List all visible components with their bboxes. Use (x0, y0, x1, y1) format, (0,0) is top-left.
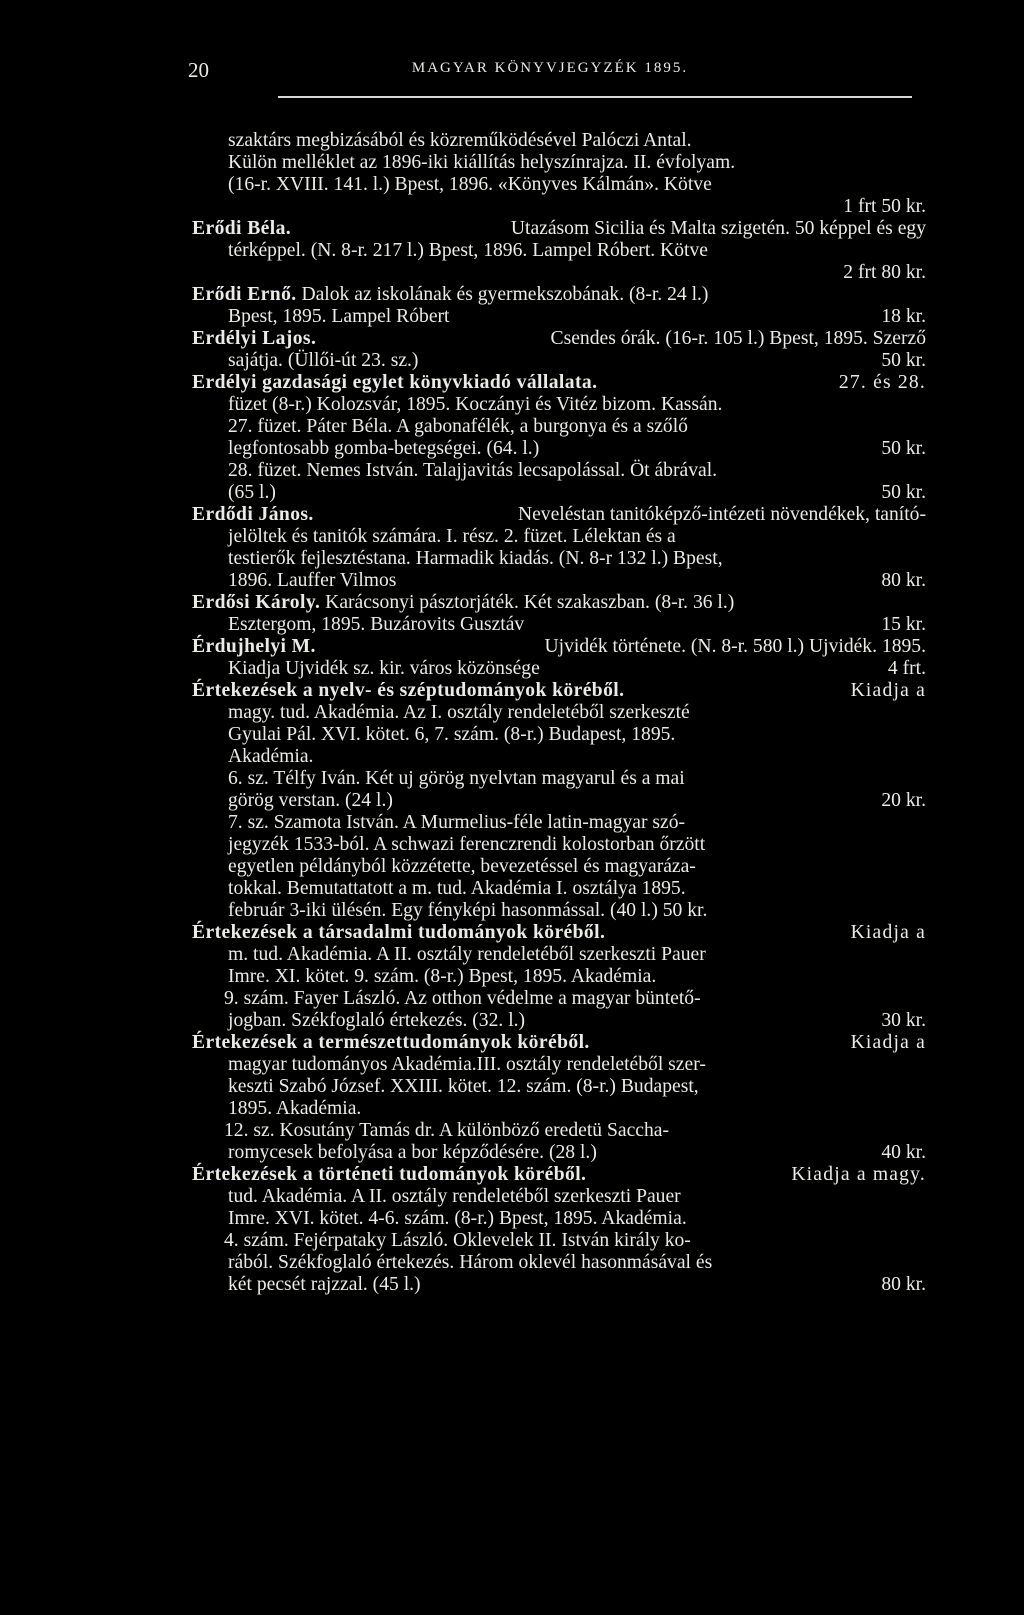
catalog-line (192, 196, 926, 218)
entry-text: 12. sz. Kosutány Tamás dr. A különböző eredetü Saccha- (224, 1120, 670, 1141)
catalog-line (192, 658, 926, 680)
catalog-line (192, 1142, 926, 1164)
catalog-line (192, 1076, 926, 1098)
entry-text: füzet (8-r.) Kolozsvár, 1895. Koczányi és Vitéz bizom. Kassán. (228, 394, 723, 415)
entry-text: Külön melléklet az 1896-iki kiállítás helyszínrajza. II. évfolyam. (228, 152, 736, 173)
catalog-entries (192, 130, 926, 1296)
page-number: 20 (188, 58, 209, 82)
catalog-line (192, 790, 926, 812)
entry-text: magyar tudományos Akadémia.III. osztály rendeletéből szer- (228, 1054, 706, 1075)
catalog-line (192, 240, 926, 262)
entry-author: Érdujhelyi M. (192, 636, 316, 657)
entry-text: romycesek befolyása a bor képződésére. (28 l.) (228, 1142, 597, 1163)
entry-author: Erődi Ernő. (192, 284, 297, 305)
entry-price: 4 frt. (887, 658, 926, 679)
catalog-line (192, 218, 926, 240)
catalog-line (192, 680, 926, 702)
entry-price: 2 frt 80 kr. (843, 262, 926, 283)
entry-text: Gyulai Pál. XVI. kötet. 6, 7. szám. (8-r.) Budapest, 1895. (228, 724, 676, 745)
entry-text: tud. Akadémia. A II. osztály rendeletéből szerkeszti Pauer (228, 1186, 681, 1207)
catalog-line (192, 394, 926, 416)
catalog-line (192, 1054, 926, 1076)
entry-text: legfontosabb gomba-betegségei. (64. l.) (228, 438, 540, 459)
entry-author: Erdélyi Lajos. (192, 328, 317, 349)
catalog-line (192, 768, 926, 790)
catalog-line (192, 1208, 926, 1230)
entry-author: Erődi Béla. (192, 218, 292, 239)
entry-author: Értekezések a természettudományok köréből. (192, 1032, 590, 1053)
catalog-line (192, 944, 926, 966)
catalog-line (192, 1120, 926, 1142)
catalog-line (192, 460, 926, 482)
entry-text: 27. füzet. Páter Béla. A gabonafélék, a burgonya és a szőlő (228, 416, 688, 437)
entry-text: keszti Szabó József. XXIII. kötet. 12. szám. (8-r.) Budapest, (228, 1076, 699, 1097)
entry-text: sajátja. (Üllői-út 23. sz.) (228, 350, 419, 371)
entry-text: Imre. XVI. kötet. 4-6. szám. (8-r.) Bpest, 1895. Akadémia. (228, 1208, 687, 1229)
catalog-line (192, 966, 926, 988)
entry-text: Ujvidék története. (N. 8-r. 580 l.) Ujvidék. 1895. (544, 636, 926, 657)
catalog-line (192, 900, 926, 922)
entry-text: 1896. Lauffer Vilmos (228, 570, 397, 591)
entry-text: 27. és 28. (838, 372, 926, 393)
entry-price: 20 kr. (881, 790, 926, 811)
catalog-line (192, 306, 926, 328)
header-rule (278, 96, 912, 98)
entry-text: Kiadja a (850, 922, 926, 943)
entry-text: jelöltek és tanitók számára. I. rész. 2. füzet. Lélektan és a (228, 526, 676, 547)
catalog-line (192, 174, 926, 196)
entry-text: testierők fejlesztéstana. Harmadik kiadás. (N. 8-r 132 l.) Bpest, (228, 548, 723, 569)
entry-price: 40 kr. (881, 1142, 926, 1163)
catalog-line (192, 504, 926, 526)
entry-text: magy. tud. Akadémia. Az I. osztály rendeletéből szerkeszté (228, 702, 690, 723)
catalog-line (192, 372, 926, 394)
entry-text: Kiadja a (850, 1032, 926, 1053)
catalog-line (192, 1032, 926, 1054)
entry-text: jegyzék 1533-ból. A schwazi ferenczrendi kolostorban őrzött (228, 834, 706, 855)
entry-text: jogban. Székfoglaló értekezés. (32. l.) (228, 1010, 526, 1031)
catalog-line (192, 724, 926, 746)
catalog-line (192, 1230, 926, 1252)
entry-text: egyetlen példányból közzétette, bevezetéssel és magyaráza- (228, 856, 696, 877)
entry-text: 28. füzet. Nemes István. Talajjavitás lecsapolással. Öt ábrával. (228, 460, 718, 481)
entry-text: Dalok az iskolának és gyermekszobának. (8-r. 24 l.) (296, 284, 709, 305)
entry-price: 30 kr. (881, 1010, 926, 1031)
entry-price: 50 kr. (881, 350, 926, 371)
entry-text: Kiadja a magy. (791, 1164, 926, 1185)
entry-text: Neveléstan tanitóképző-intézeti növendékek, tanító- (517, 504, 926, 525)
catalog-line (192, 526, 926, 548)
entry-text: 9. szám. Fayer László. Az otthon védelme a magyar büntető- (224, 988, 701, 1009)
catalog-line (192, 1010, 926, 1032)
catalog-line (192, 878, 926, 900)
entry-author: Erdődi János. (192, 504, 314, 525)
entry-text: Akadémia. (228, 746, 314, 767)
entry-price: 15 kr. (881, 614, 926, 635)
entry-author: Erdélyi gazdasági egylet könyvkiadó vállalata. (192, 372, 598, 393)
catalog-line (192, 130, 926, 152)
entry-author: Értekezések a társadalmi tudományok köréből. (192, 922, 606, 943)
entry-text: 7. sz. Szamota István. A Murmelius-féle latin-magyar szó- (228, 812, 686, 833)
page-header (188, 58, 912, 98)
catalog-line (192, 1186, 926, 1208)
entry-text: Karácsonyi pásztorjáték. Két szakaszban. (8-r. 36 l.) (320, 592, 735, 613)
entry-text: tokkal. Bemutattatott a m. tud. Akadémia I. osztálya 1895. (228, 878, 686, 899)
entry-price: 80 kr. (881, 1274, 926, 1295)
catalog-line (192, 1098, 926, 1120)
catalog-line (192, 834, 926, 856)
entry-text: (16-r. XVIII. 141. l.) Bpest, 1896. «Könyves Kálmán». Kötve (228, 174, 712, 195)
catalog-line (192, 328, 926, 350)
entry-text: két pecsét rajzzal. (45 l.) (228, 1274, 421, 1295)
catalog-line (192, 702, 926, 724)
entry-text: szaktárs megbizásából és közreműködésével Palóczi Antal. (228, 130, 692, 151)
entry-text: Kiadja a (850, 680, 926, 701)
catalog-line (192, 812, 926, 834)
entry-price: 50 kr. (881, 438, 926, 459)
entry-author: Erdősi Károly. (192, 592, 321, 613)
entry-author: Értekezések a történeti tudományok köréből. (192, 1164, 587, 1185)
entry-text: térképpel. (N. 8-r. 217 l.) Bpest, 1896. Lampel Róbert. Kötve (228, 240, 708, 261)
catalog-line (192, 636, 926, 658)
catalog-line (192, 570, 926, 592)
entry-text: 6. sz. Télfy Iván. Két uj görög nyelvtan magyarul és a mai (228, 768, 685, 789)
catalog-line (192, 1164, 926, 1186)
catalog-line (192, 548, 926, 570)
catalog-line (192, 922, 926, 944)
entry-text: m. tud. Akadémia. A II. osztály rendeletéből szerkeszti Pauer (228, 944, 706, 965)
catalog-line (192, 350, 926, 372)
entry-text: Utazásom Sicilia és Malta szigetén. 50 képpel és egy (510, 218, 926, 239)
entry-author: Értekezések a nyelv- és széptudományok köréből. (192, 680, 625, 701)
entry-price: 50 kr. (881, 482, 926, 503)
catalog-line (192, 152, 926, 174)
entry-text: görög verstan. (24 l.) (228, 790, 393, 811)
entry-text: 1895. Akadémia. (228, 1098, 362, 1119)
entry-text: Csendes órák. (16-r. 105 l.) Bpest, 1895. Szerző (550, 328, 926, 349)
catalog-line (192, 746, 926, 768)
catalog-line (192, 438, 926, 460)
catalog-line (192, 482, 926, 504)
catalog-line (192, 284, 926, 306)
entry-text: Kiadja Ujvidék sz. kir. város közönsége (228, 658, 540, 679)
entry-text: 4. szám. Fejérpataky László. Oklevelek II. István király ko- (224, 1230, 691, 1251)
entry-text: Bpest, 1895. Lampel Róbert (228, 306, 450, 327)
entry-price: 18 kr. (881, 306, 926, 327)
catalog-line (192, 416, 926, 438)
catalog-line (192, 262, 926, 284)
entry-text: rából. Székfoglaló értekezés. Három oklevél hasonmásával és (228, 1252, 713, 1273)
entry-text: Esztergom, 1895. Buzárovits Gusztáv (228, 614, 525, 635)
catalog-line (192, 592, 926, 614)
entry-price: 80 kr. (881, 570, 926, 591)
catalog-line (192, 1274, 926, 1296)
catalog-line (192, 614, 926, 636)
entry-text: (65 l.) (228, 482, 276, 503)
running-title: MAGYAR KÖNYVJEGYZÉK 1895. (411, 60, 689, 76)
entry-text: február 3-iki ülésén. Egy fényképi hasonmással. (40 l.) 50 kr. (228, 900, 708, 921)
catalog-line (192, 1252, 926, 1274)
catalog-line (192, 856, 926, 878)
catalog-line (192, 988, 926, 1010)
entry-price: 1 frt 50 kr. (843, 196, 926, 217)
entry-text: Imre. XI. kötet. 9. szám. (8-r.) Bpest, 1895. Akadémia. (228, 966, 657, 987)
